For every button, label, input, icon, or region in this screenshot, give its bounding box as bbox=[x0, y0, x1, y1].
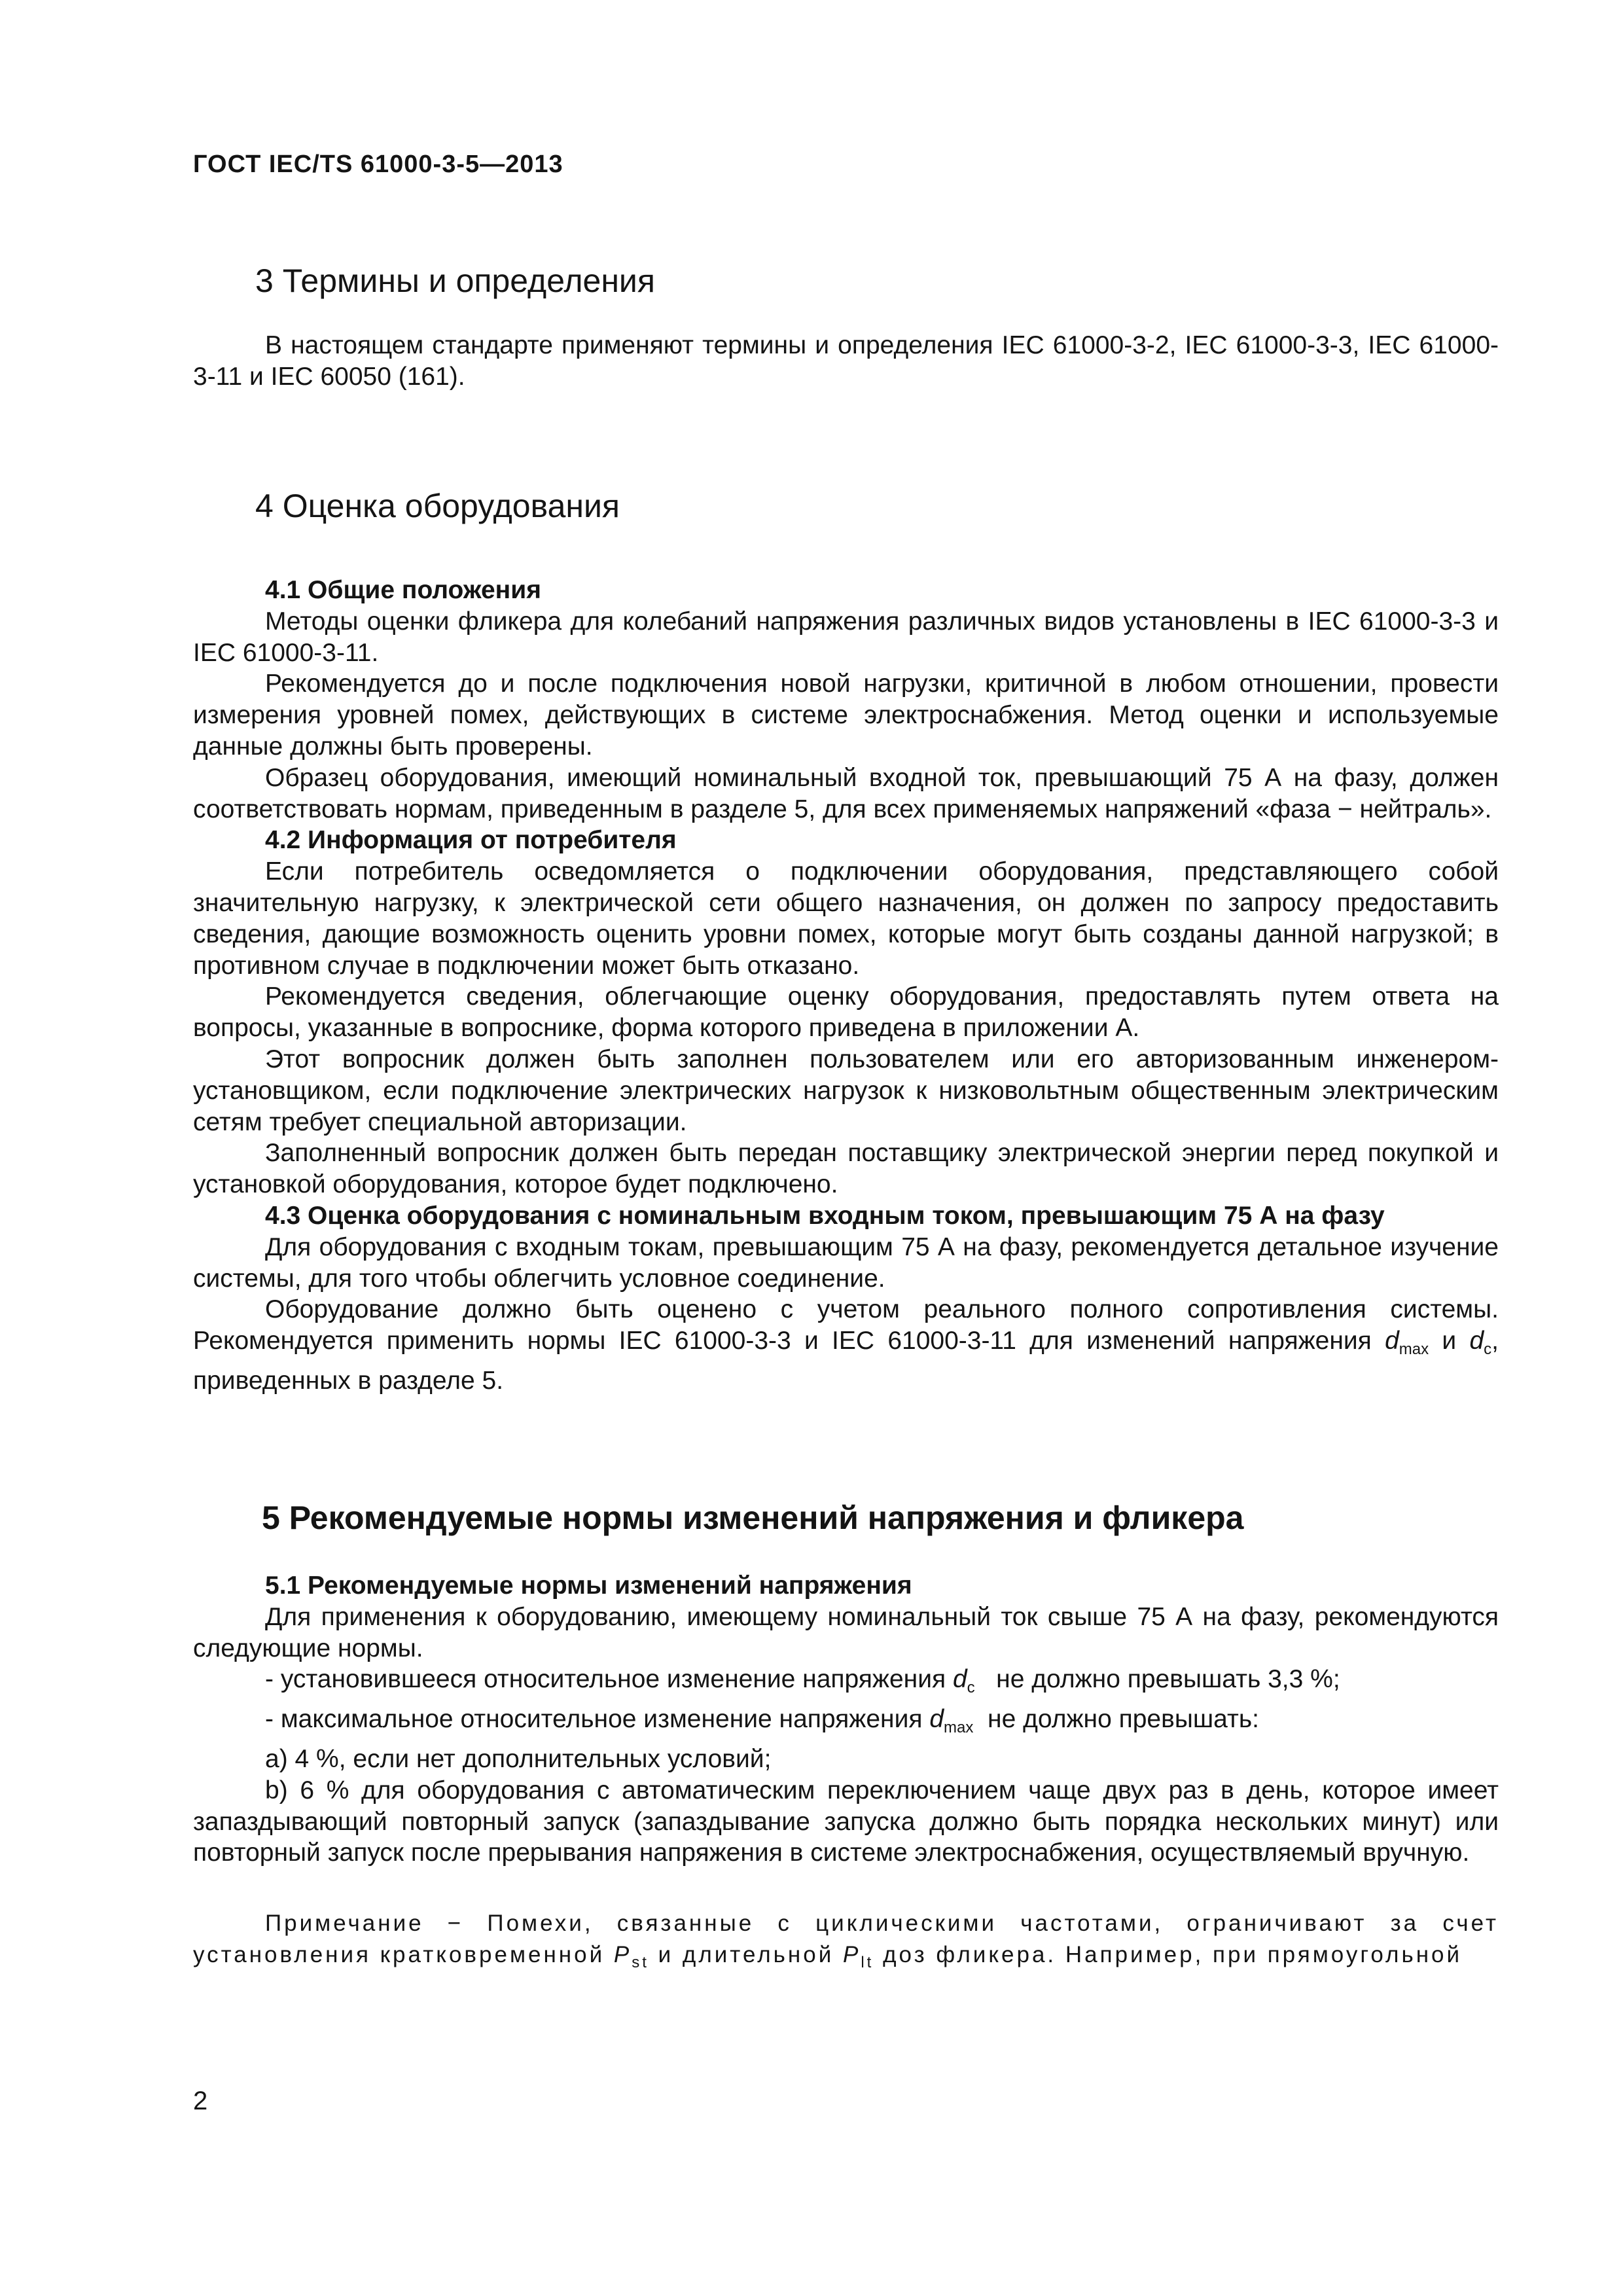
subscript: c bbox=[967, 1679, 975, 1697]
paragraph: Образец оборудования, имеющий номинальный входной ток, превышающий 75 А на фазу, должен соответствовать нормам, приведенным в разделе 5, для всех применяемых напряжений «фаза − нейтраль». bbox=[193, 763, 1499, 823]
paragraph: Рекомендуется до и после подключения новой нагрузки, критичной в любом отношении, провести измерения уровней помех, действующих в системе электроснабжения. Метод оценки и используемые данные должны быть проверены. bbox=[193, 670, 1499, 761]
symbol-d: d bbox=[1385, 1327, 1399, 1355]
text-run: и длительной bbox=[649, 1941, 834, 1967]
section-3-body bbox=[193, 330, 1499, 393]
symbol-d: d bbox=[1469, 1327, 1484, 1355]
paragraph: Для оборудования с входным токам, превышающим 75 А на фазу, рекомендуется детальное изучение системы, для того чтобы облегчить условное соединение. bbox=[193, 1232, 1499, 1293]
symbol-p: P bbox=[613, 1941, 632, 1967]
section-4-body bbox=[193, 575, 1499, 1397]
note-text bbox=[193, 1908, 1499, 1979]
paragraph: Методы оценки фликера для колебаний напряжения различных видов установлены в IEC 61000-3-3 и IEC 61000-3-11. bbox=[193, 607, 1499, 667]
text-run: Оборудование должно быть оценено с учетом реального полного сопротивления системы. Рекомендуется применить нормы IEC 61000-3-3 и IEC 61000-3-11 для изменений напряжения bbox=[193, 1295, 1499, 1355]
paragraph: Заполненный вопросник должен быть передан поставщику электрической энергии перед покупкой и установкой оборудования, которое будет подключено. bbox=[193, 1139, 1499, 1199]
paragraph bbox=[193, 1294, 1499, 1396]
subsection-4-1-title: 4.1 Общие положения bbox=[265, 576, 541, 604]
subscript: lt bbox=[861, 1953, 874, 1971]
page-number: 2 bbox=[193, 2087, 208, 2115]
text-run: - установившееся относительное изменение напряжения bbox=[265, 1665, 946, 1694]
section-5-body bbox=[193, 1570, 1499, 1869]
subscript: st bbox=[632, 1953, 649, 1971]
list-item bbox=[193, 1704, 1499, 1744]
symbol-d: d bbox=[929, 1705, 944, 1734]
document-header: ГОСТ IEC/TS 61000-3-5—2013 bbox=[193, 151, 563, 178]
text-run: , приведенных в разделе 5. bbox=[193, 1327, 1499, 1395]
paragraph: Если потребитель осведомляется о подключении оборудования, представляющего собой значительную нагрузку, к электрической сети общего назначения, он должен по запросу предоставить сведения, дающие возможность оценить уровни помех, которые могут быть созданы данной нагрузкой; в противном случае в подключении может быть отказано. bbox=[193, 857, 1499, 980]
text-run: не должно превышать 3,3 %; bbox=[996, 1665, 1340, 1694]
text-run: - максимальное относительное изменение напряжения bbox=[265, 1705, 923, 1734]
subsection-4-3-title: 4.3 Оценка оборудования с номинальным входным током, превышающим 75 А на фазу bbox=[265, 1201, 1385, 1230]
symbol-d: d bbox=[952, 1665, 967, 1694]
note-block bbox=[193, 1908, 1499, 1979]
list-item: а) 4 %, если нет дополнительных условий; bbox=[265, 1744, 772, 1773]
section-3-text: В настоящем стандарте применяют термины и определения IEC 61000-3-2, IEC 61000-3-3, IEC 61000-3-11 и IEC 60050 (161). bbox=[193, 331, 1499, 391]
subscript: c bbox=[1484, 1340, 1492, 1359]
subsection-4-2-title: 4.2 Информация от потребителя bbox=[265, 826, 677, 855]
text-run: и bbox=[1429, 1327, 1457, 1355]
text-run: доз фликера. Например, при прямоугольной bbox=[874, 1941, 1463, 1967]
symbol-p: P bbox=[842, 1941, 861, 1967]
section-4-title: 4 Оценка оборудования bbox=[255, 488, 620, 524]
list-item: b) 6 % для оборудования с автоматическим переключением чаще двух раз в день, которое имеет запаздывающий повторный запуск (запаздывание запуска должно быть порядка нескольких минут) или повторный запуск после прерывания напряжения в системе электроснабжения, осуществляемый вручную. bbox=[193, 1776, 1499, 1867]
paragraph: Для применения к оборудованию, имеющему номинальный ток свыше 75 А на фазу, рекомендуются следующие нормы. bbox=[193, 1602, 1499, 1662]
paragraph: Рекомендуется сведения, облегчающие оценку оборудования, предоставлять путем ответа на вопросы, указанные в вопроснике, форма которого приведена в приложении А. bbox=[193, 982, 1499, 1043]
paragraph: Этот вопросник должен быть заполнен пользователем или его авторизованным инженером-установщиком, если подключение электрических нагрузок к низковольтным общественным электрическим сетям требует специальной авторизации. bbox=[193, 1045, 1499, 1136]
text-run: Примечание − Помехи, связанные с циклическими частотами, ограничивают за счет установления кратковременной bbox=[193, 1910, 1499, 1967]
section-3-title: 3 Термины и определения bbox=[255, 262, 655, 299]
subsection-5-1-title: 5.1 Рекомендуемые нормы изменений напряжения bbox=[265, 1571, 912, 1600]
subscript: max bbox=[1399, 1340, 1429, 1359]
list-item bbox=[193, 1664, 1499, 1704]
text-run: не должно превышать: bbox=[988, 1705, 1259, 1734]
subscript: max bbox=[944, 1719, 974, 1737]
section-5-title: 5 Рекомендуемые нормы изменений напряжения и фликера bbox=[262, 1499, 1244, 1536]
